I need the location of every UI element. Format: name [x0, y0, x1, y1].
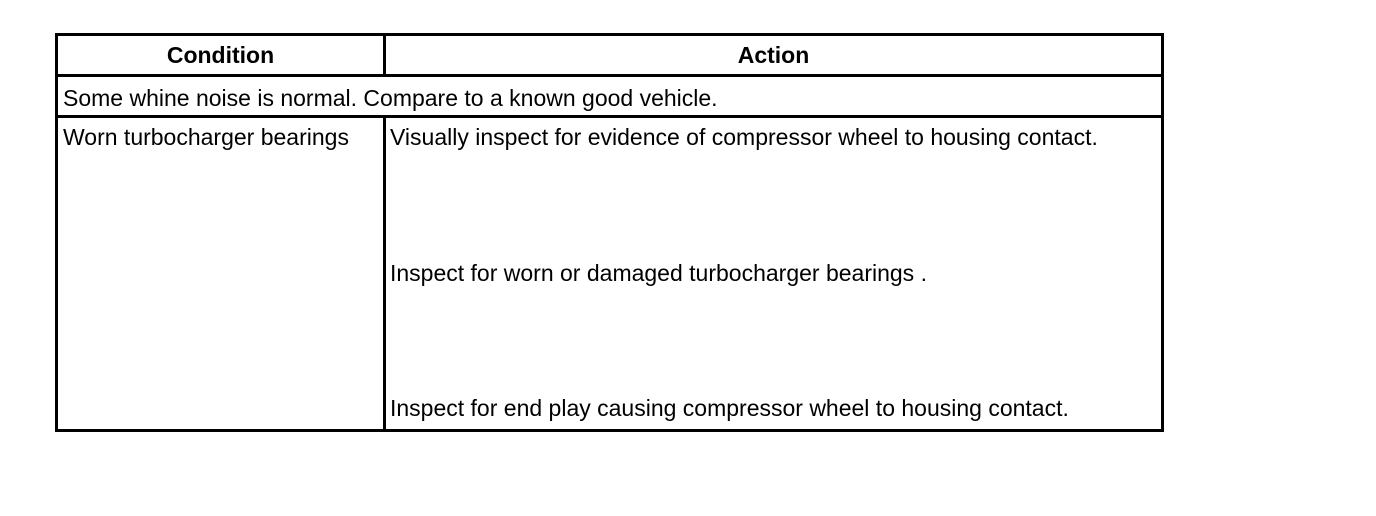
action-cell [383, 118, 1161, 429]
diagnostic-table [55, 33, 1164, 432]
action-item: Inspect for end play causing compressor wheel to housing contact. [390, 395, 1069, 421]
condition-cell [58, 118, 383, 429]
table-row [58, 118, 1161, 429]
table-row [58, 77, 1161, 118]
merged-row-text: Some whine noise is normal. Compare to a known good vehicle. [63, 85, 718, 111]
header-cell-action [383, 36, 1161, 74]
condition-text: Worn turbocharger bearings [63, 124, 349, 150]
header-condition: Condition [166, 41, 275, 68]
action-item: Inspect for worn or damaged turbocharger bearings . [390, 260, 927, 286]
table-header-row [58, 36, 1161, 77]
header-action: Action [737, 41, 810, 68]
action-item: Visually inspect for evidence of compressor wheel to housing contact. [390, 124, 1098, 150]
header-cell-condition [58, 36, 383, 74]
